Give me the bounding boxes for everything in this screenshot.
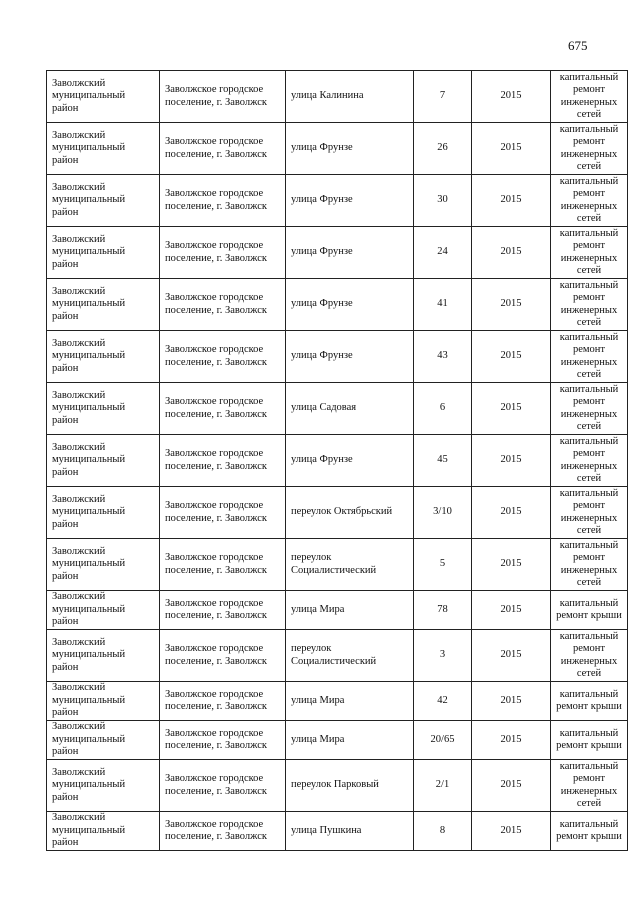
work-type-cell: капитальный ремонт крыши: [551, 591, 628, 630]
street-cell: переулок Парковый: [286, 760, 414, 812]
table-row: [47, 539, 628, 591]
year-cell: 2015: [472, 279, 551, 331]
year-cell: 2015: [472, 71, 551, 123]
street-cell: улица Фрунзе: [286, 227, 414, 279]
house-number-cell: 42: [414, 682, 472, 721]
table-row: [47, 227, 628, 279]
work-type-cell: капитальный ремонт инженерных сетей: [551, 175, 628, 227]
house-number-cell: 5: [414, 539, 472, 591]
street-cell: улица Мира: [286, 721, 414, 760]
table-row: [47, 279, 628, 331]
table-row: [47, 331, 628, 383]
house-number-cell: 30: [414, 175, 472, 227]
table-row: [47, 383, 628, 435]
work-type-cell: капитальный ремонт инженерных сетей: [551, 279, 628, 331]
house-number-cell: 7: [414, 71, 472, 123]
settlement-cell: Заволжское городское поселение, г. Заволжск: [160, 435, 286, 487]
year-cell: 2015: [472, 630, 551, 682]
street-cell: улица Фрунзе: [286, 331, 414, 383]
settlement-cell: Заволжское городское поселение, г. Заволжск: [160, 487, 286, 539]
district-cell: Заволжский муниципальный район: [47, 812, 160, 851]
table-row: [47, 175, 628, 227]
work-type-cell: капитальный ремонт крыши: [551, 682, 628, 721]
settlement-cell: Заволжское городское поселение, г. Заволжск: [160, 591, 286, 630]
house-number-cell: 26: [414, 123, 472, 175]
district-cell: Заволжский муниципальный район: [47, 591, 160, 630]
settlement-cell: Заволжское городское поселение, г. Заволжск: [160, 630, 286, 682]
street-cell: улица Садовая: [286, 383, 414, 435]
table-row: [47, 123, 628, 175]
table-row: [47, 71, 628, 123]
street-cell: улица Пушкина: [286, 812, 414, 851]
house-number-cell: 41: [414, 279, 472, 331]
settlement-cell: Заволжское городское поселение, г. Заволжск: [160, 175, 286, 227]
district-cell: Заволжский муниципальный район: [47, 123, 160, 175]
work-type-cell: капитальный ремонт инженерных сетей: [551, 71, 628, 123]
table-row: [47, 721, 628, 760]
house-number-cell: 45: [414, 435, 472, 487]
year-cell: 2015: [472, 175, 551, 227]
year-cell: 2015: [472, 591, 551, 630]
house-number-cell: 8: [414, 812, 472, 851]
district-cell: Заволжский муниципальный район: [47, 383, 160, 435]
year-cell: 2015: [472, 487, 551, 539]
year-cell: 2015: [472, 721, 551, 760]
district-cell: Заволжский муниципальный район: [47, 175, 160, 227]
work-type-cell: капитальный ремонт инженерных сетей: [551, 331, 628, 383]
year-cell: 2015: [472, 331, 551, 383]
year-cell: 2015: [472, 435, 551, 487]
district-cell: Заволжский муниципальный район: [47, 487, 160, 539]
year-cell: 2015: [472, 227, 551, 279]
work-type-cell: капитальный ремонт инженерных сетей: [551, 123, 628, 175]
settlement-cell: Заволжское городское поселение, г. Заволжск: [160, 539, 286, 591]
district-cell: Заволжский муниципальный район: [47, 630, 160, 682]
table-row: [47, 682, 628, 721]
settlement-cell: Заволжское городское поселение, г. Заволжск: [160, 383, 286, 435]
work-type-cell: капитальный ремонт инженерных сетей: [551, 487, 628, 539]
street-cell: улица Фрунзе: [286, 279, 414, 331]
house-number-cell: 78: [414, 591, 472, 630]
table-row: [47, 487, 628, 539]
district-cell: Заволжский муниципальный район: [47, 682, 160, 721]
table-row: [47, 630, 628, 682]
house-number-cell: 3: [414, 630, 472, 682]
settlement-cell: Заволжское городское поселение, г. Заволжск: [160, 71, 286, 123]
work-type-cell: капитальный ремонт инженерных сетей: [551, 630, 628, 682]
work-type-cell: капитальный ремонт инженерных сетей: [551, 539, 628, 591]
work-type-cell: капитальный ремонт инженерных сетей: [551, 383, 628, 435]
page-number: 675: [568, 38, 588, 53]
district-cell: Заволжский муниципальный район: [47, 539, 160, 591]
street-cell: переулок Социалистический: [286, 630, 414, 682]
work-type-cell: капитальный ремонт инженерных сетей: [551, 760, 628, 812]
district-cell: Заволжский муниципальный район: [47, 435, 160, 487]
settlement-cell: Заволжское городское поселение, г. Заволжск: [160, 279, 286, 331]
district-cell: Заволжский муниципальный район: [47, 71, 160, 123]
house-number-cell: 20/65: [414, 721, 472, 760]
work-type-cell: капитальный ремонт крыши: [551, 812, 628, 851]
house-number-cell: 3/10: [414, 487, 472, 539]
year-cell: 2015: [472, 682, 551, 721]
table-body: [47, 71, 628, 851]
district-cell: Заволжский муниципальный район: [47, 227, 160, 279]
settlement-cell: Заволжское городское поселение, г. Заволжск: [160, 331, 286, 383]
year-cell: 2015: [472, 760, 551, 812]
year-cell: 2015: [472, 383, 551, 435]
house-number-cell: 43: [414, 331, 472, 383]
table-row: [47, 760, 628, 812]
street-cell: улица Фрунзе: [286, 175, 414, 227]
table-row: [47, 812, 628, 851]
settlement-cell: Заволжское городское поселение, г. Заволжск: [160, 812, 286, 851]
street-cell: переулок Октябрьский: [286, 487, 414, 539]
street-cell: улица Фрунзе: [286, 123, 414, 175]
table-row: [47, 435, 628, 487]
street-cell: улица Калинина: [286, 71, 414, 123]
settlement-cell: Заволжское городское поселение, г. Заволжск: [160, 760, 286, 812]
settlement-cell: Заволжское городское поселение, г. Заволжск: [160, 682, 286, 721]
settlement-cell: Заволжское городское поселение, г. Заволжск: [160, 123, 286, 175]
house-number-cell: 24: [414, 227, 472, 279]
settlement-cell: Заволжское городское поселение, г. Заволжск: [160, 227, 286, 279]
table-row: [47, 591, 628, 630]
district-cell: Заволжский муниципальный район: [47, 331, 160, 383]
street-cell: улица Фрунзе: [286, 435, 414, 487]
year-cell: 2015: [472, 123, 551, 175]
district-cell: Заволжский муниципальный район: [47, 760, 160, 812]
year-cell: 2015: [472, 812, 551, 851]
house-number-cell: 2/1: [414, 760, 472, 812]
work-type-cell: капитальный ремонт инженерных сетей: [551, 227, 628, 279]
housing-repair-table: [46, 70, 628, 851]
house-number-cell: 6: [414, 383, 472, 435]
street-cell: переулок Социалистический: [286, 539, 414, 591]
year-cell: 2015: [472, 539, 551, 591]
street-cell: улица Мира: [286, 682, 414, 721]
district-cell: Заволжский муниципальный район: [47, 721, 160, 760]
work-type-cell: капитальный ремонт инженерных сетей: [551, 435, 628, 487]
work-type-cell: капитальный ремонт крыши: [551, 721, 628, 760]
street-cell: улица Мира: [286, 591, 414, 630]
settlement-cell: Заволжское городское поселение, г. Заволжск: [160, 721, 286, 760]
district-cell: Заволжский муниципальный район: [47, 279, 160, 331]
